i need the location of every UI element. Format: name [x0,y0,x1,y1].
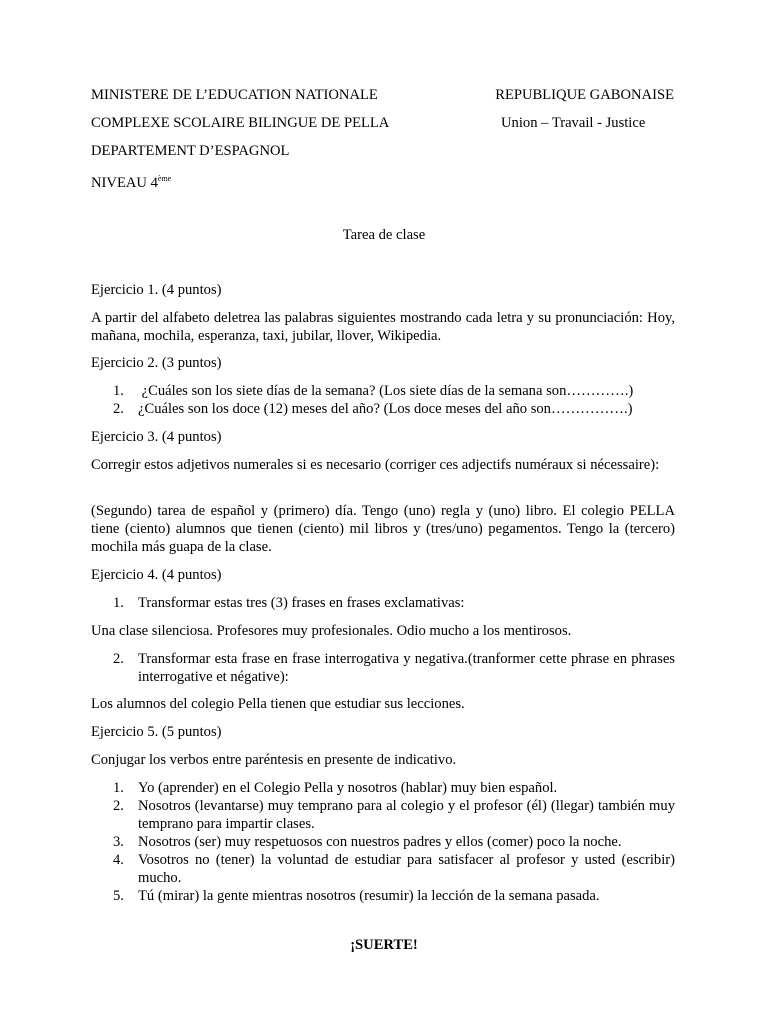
exercise-3-text: (Segundo) tarea de español y (primero) día. Tengo (uno) regla y (uno) libro. El colegio PELLA tiene (ciento) alumnos que tienen (ciento) mil libros y (tres/uno) pegamentos. Tengo la (tercero) mochila más guapa de la clase. [91,503,675,555]
ministry-name: MINISTERE DE L’EDUCATION NATIONALE [91,87,378,103]
list-number: 3. [113,834,124,850]
exercise-4-sentence: Los alumnos del colegio Pella tienen que estudiar sus lecciones. [91,696,465,712]
exercise-5-item: Nosotros (levantarse) muy temprano para al colegio y el profesor (él) (llegar) también muy temprano para impartir clases. [138,798,675,832]
list-number: 2. [113,798,124,814]
list-number: 1. [113,595,124,611]
exercise-5-item: Vosotros no (tener) la voluntad de estudiar para satisfacer al profesor y usted (escribir) mucho. [138,852,675,886]
department-name: DEPARTEMENT D’ESPAGNOL [91,143,290,159]
list-number: 2. [113,401,124,417]
exercise-4-item: Transformar esta frase en frase interrogativa y negativa.(tranformer cette phrase en phrases interrogative et négative): [138,651,675,685]
level-text: NIVEAU 4 [91,175,158,191]
list-number: 2. [113,651,124,667]
exercise-2-heading: Ejercicio 2. (3 puntos) [91,355,222,371]
exercise-2-item: ¿Cuáles son los siete días de la semana? (Los siete días de la semana son………….) [138,383,634,399]
exercise-5-item: Tú (mirar) la gente mientras nosotros (resumir) la lección de la semana pasada. [138,888,600,904]
list-number: 5. [113,888,124,904]
exercise-5-item: Yo (aprender) en el Colegio Pella y nosotros (hablar) muy bien español. [138,780,558,796]
exercise-4-heading: Ejercicio 4. (4 puntos) [91,567,222,583]
page-title: Tarea de clase [342,227,426,243]
republic-name: REPUBLIQUE GABONAISE [495,87,674,103]
closing-message: ¡SUERTE! [350,937,418,953]
exercise-4-sentence: Una clase silenciosa. Profesores muy profesionales. Odio mucho a los mentirosos. [91,623,572,639]
list-number: 4. [113,852,124,868]
exercise-4-item: Transformar estas tres (3) frases en frases exclamativas: [138,595,465,611]
exercise-2-item: ¿Cuáles son los doce (12) meses del año? (Los doce meses del año son…………….) [138,401,633,417]
level-superscript: ème [157,174,172,183]
exercise-1-heading: Ejercicio 1. (4 puntos) [91,282,222,298]
national-motto: Union – Travail - Justice [501,115,646,131]
list-number: 1. [113,780,124,796]
exercise-5-instruction: Conjugar los verbos entre paréntesis en presente de indicativo. [91,752,457,768]
level-label [91,170,171,192]
school-name: COMPLEXE SCOLAIRE BILINGUE DE PELLA [91,115,390,131]
list-number: 1. [113,383,124,399]
exercise-1-text: A partir del alfabeto deletrea las palabras siguientes mostrando cada letra y su pronunciación: Hoy, mañana, mochila, esperanza, taxi, jubilar, llover, Wikipedia. [91,310,675,344]
exercise-3-heading: Ejercicio 3. (4 puntos) [91,429,222,445]
exercise-5-heading: Ejercicio 5. (5 puntos) [91,724,222,740]
exercise-5-item: Nosotros (ser) muy respetuosos con nuestros padres y ellos (comer) poco la noche. [138,834,622,850]
exercise-3-instruction: Corregir estos adjetivos numerales si es necesario (corriger ces adjectifs numéraux si nécessaire): [91,457,660,473]
